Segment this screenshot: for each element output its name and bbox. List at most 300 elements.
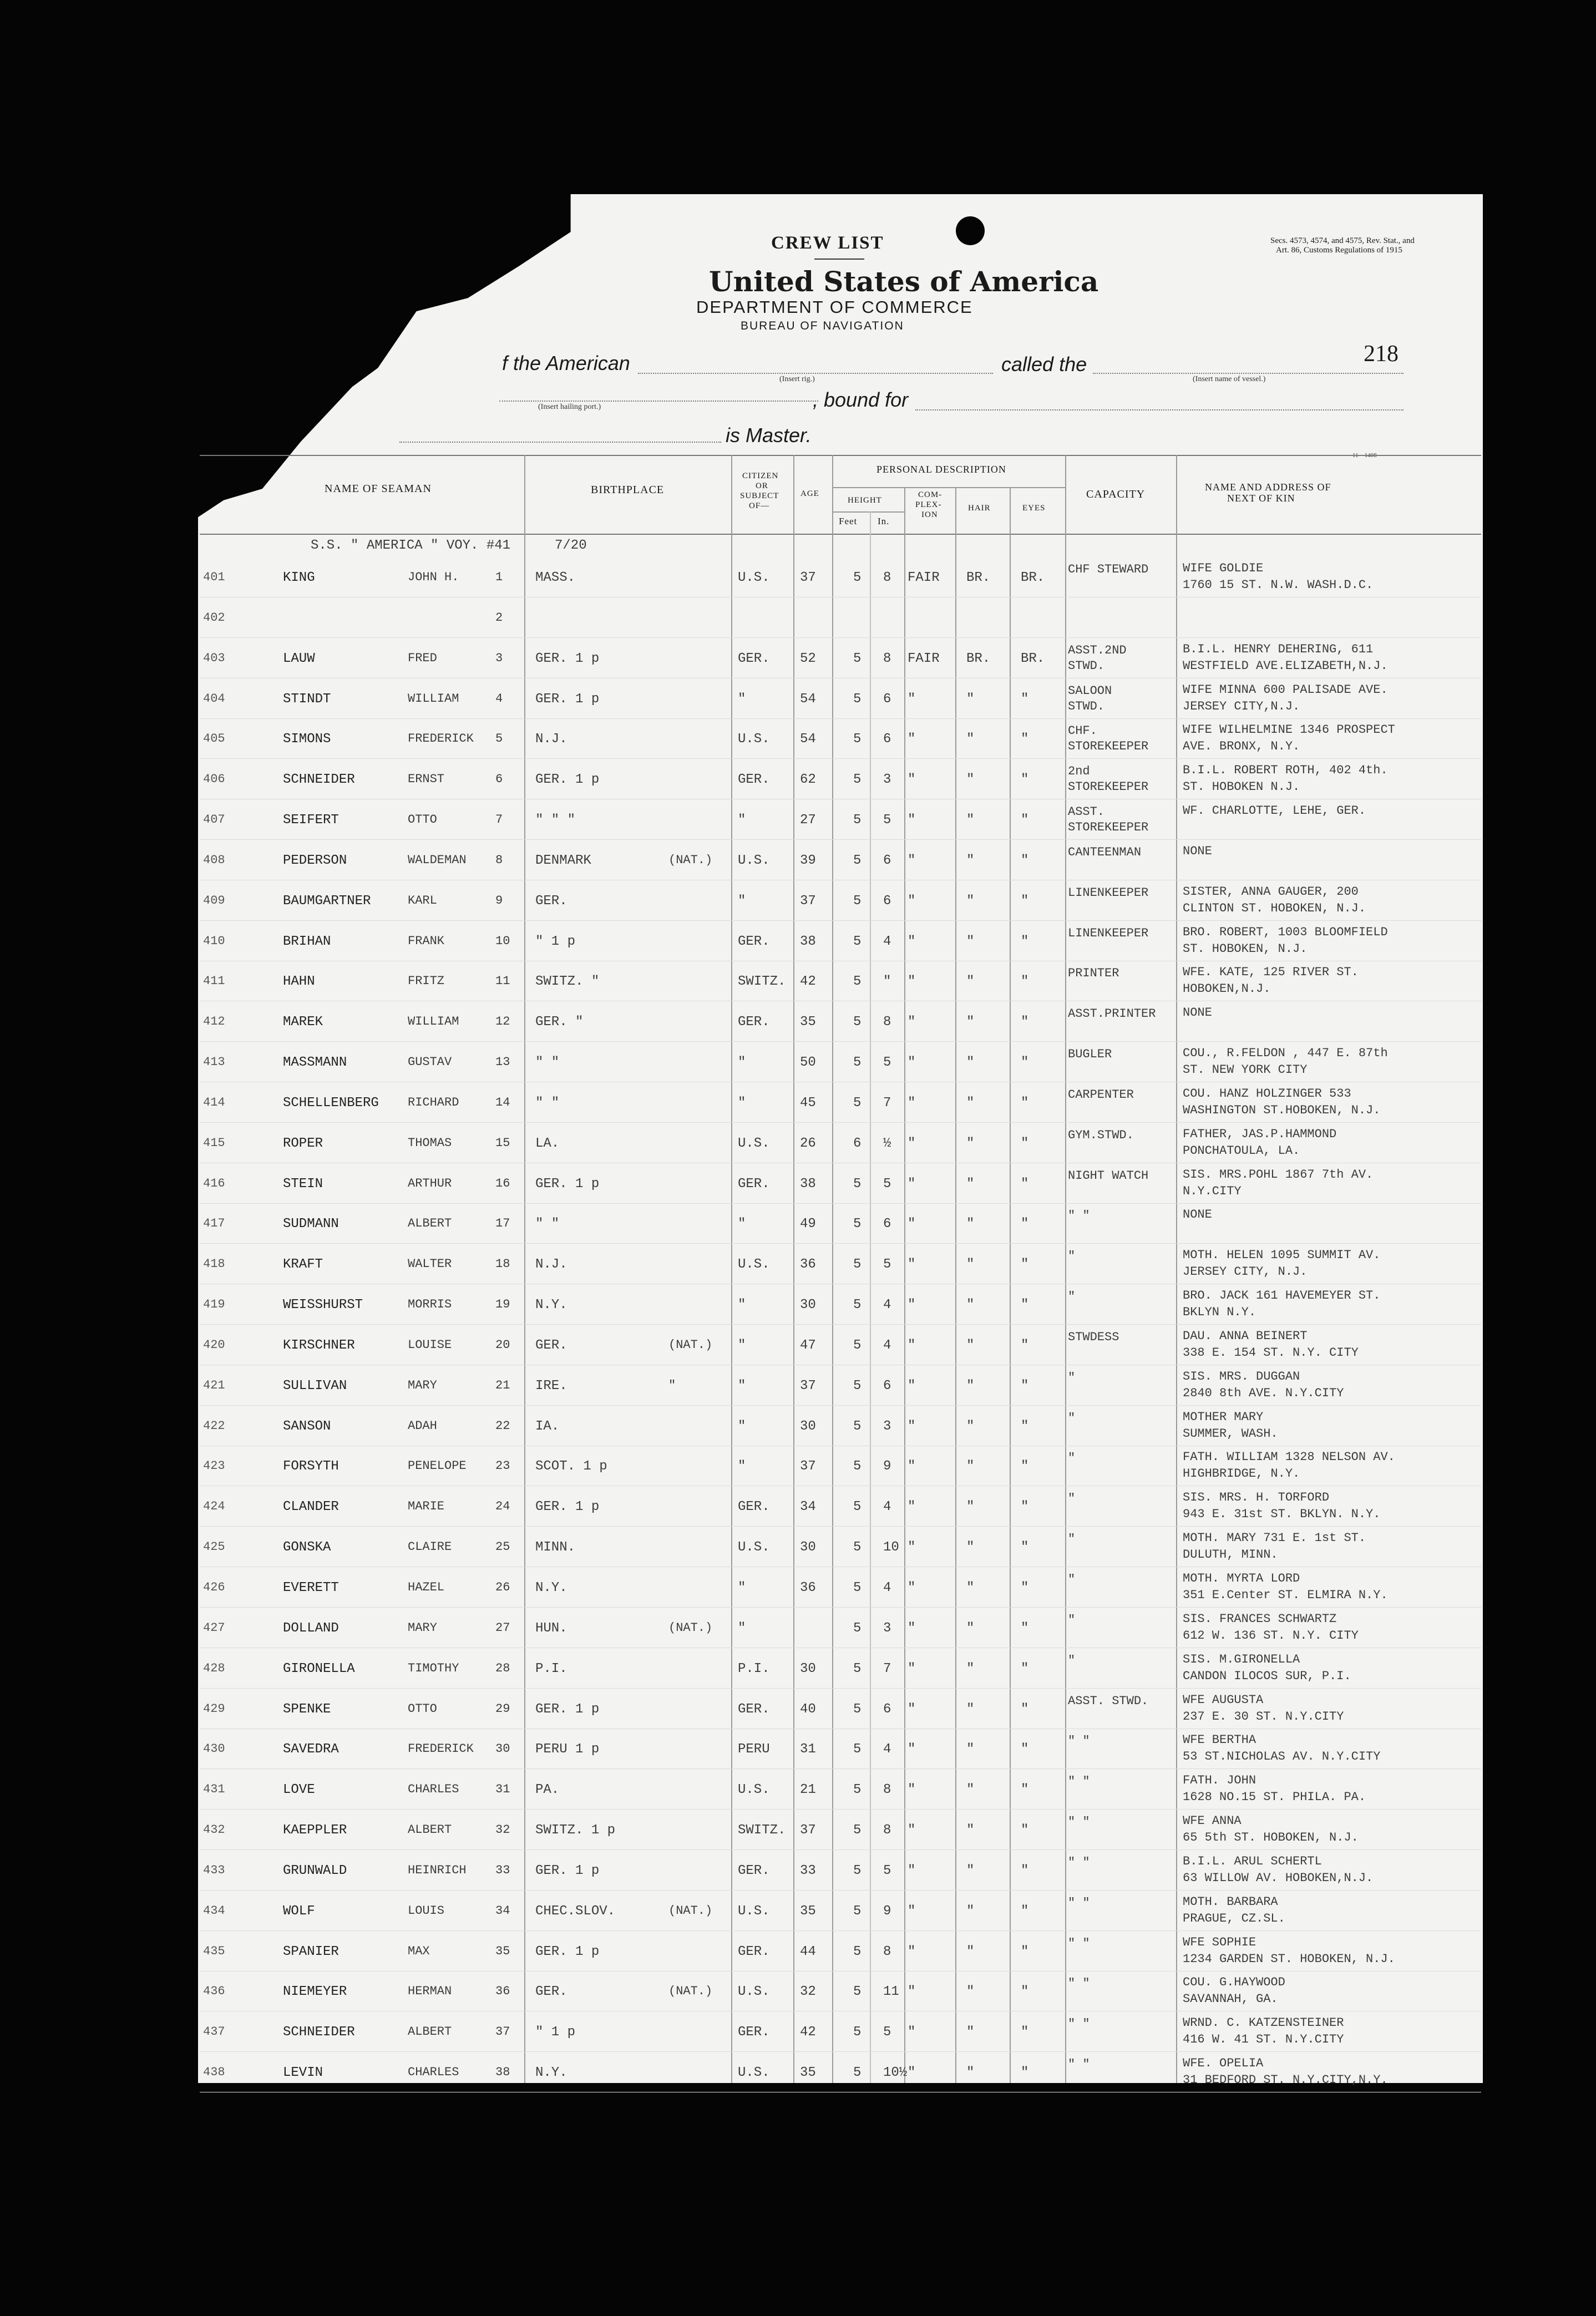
eye-color: " bbox=[1021, 1095, 1029, 1111]
eye-color: " bbox=[1021, 1499, 1029, 1515]
eye-color: " bbox=[1021, 1903, 1029, 1919]
seaman-number: 2 bbox=[495, 610, 503, 625]
height-feet: 5 bbox=[853, 1823, 862, 1838]
col-divider-complexion bbox=[955, 487, 956, 2083]
height-inches: 4 bbox=[883, 934, 891, 949]
col-header-citizen-1: CITIZEN bbox=[742, 472, 779, 480]
age: 37 bbox=[800, 1823, 816, 1838]
complexion: " bbox=[908, 1257, 916, 1273]
height-inches: 10½ bbox=[883, 2065, 908, 2081]
height-feet: 5 bbox=[853, 1095, 862, 1111]
complexion: FAIR bbox=[908, 570, 940, 585]
complexion: " bbox=[908, 813, 916, 828]
capacity: STWDESS bbox=[1068, 1330, 1119, 1344]
hair-color: " bbox=[966, 1903, 975, 1919]
col-header-citizen-3: SUBJECT bbox=[740, 491, 779, 500]
birthplace: IRE. bbox=[535, 1378, 568, 1393]
capacity-line-2: STWD. bbox=[1068, 658, 1105, 673]
col-divider-eyes bbox=[1065, 455, 1066, 2083]
hair-color: " bbox=[966, 1136, 975, 1151]
row-rule bbox=[200, 1041, 1481, 1042]
birthplace: N.J. bbox=[535, 1257, 568, 1273]
row-line-number: 405 bbox=[203, 732, 225, 746]
eye-color: " bbox=[1021, 1782, 1029, 1798]
complexion: " bbox=[908, 1701, 916, 1717]
hair-color: " bbox=[966, 1459, 975, 1474]
col-header-age: AGE bbox=[800, 489, 819, 498]
vessel-dotted-line bbox=[1093, 373, 1404, 374]
next-of-kin-name: FATH. WILLIAM 1328 NELSON AV. bbox=[1183, 1450, 1395, 1464]
eye-color: " bbox=[1021, 853, 1029, 868]
height-inches: 6 bbox=[883, 732, 891, 747]
age: 50 bbox=[800, 1055, 816, 1071]
next-of-kin-address: JERSEY CITY,N.J. bbox=[1183, 699, 1300, 713]
punch-hole bbox=[956, 216, 985, 245]
next-of-kin-name: WFE AUGUSTA bbox=[1183, 1692, 1264, 1707]
complexion: " bbox=[908, 1459, 916, 1474]
height-feet: 5 bbox=[853, 1863, 862, 1878]
seaman-number: 27 bbox=[495, 1620, 510, 1635]
bound-for-label: , bound for bbox=[813, 388, 909, 411]
complexion: " bbox=[908, 772, 916, 788]
height-inches: 6 bbox=[883, 893, 891, 909]
seaman-last-name: GONSKA bbox=[283, 1540, 331, 1555]
row-line-number: 409 bbox=[203, 893, 225, 908]
seaman-last-name: CLANDER bbox=[283, 1499, 339, 1515]
seaman-first-name: HAZEL bbox=[408, 1580, 445, 1594]
seaman-number: 30 bbox=[495, 1742, 510, 1756]
hair-color: " bbox=[966, 1418, 975, 1434]
birthplace: N.Y. bbox=[535, 2065, 568, 2081]
age: 38 bbox=[800, 934, 816, 949]
col-header-complexion-2: PLEX- bbox=[915, 500, 942, 509]
birthplace: PERU 1 p bbox=[535, 1742, 600, 1757]
citizenship: " bbox=[738, 1378, 746, 1393]
rig-dotted-line bbox=[638, 373, 993, 374]
hair-color: " bbox=[966, 934, 975, 949]
seaman-number: 36 bbox=[495, 1984, 510, 1999]
height-feet: 5 bbox=[853, 1337, 862, 1353]
capacity: ASST.2ND bbox=[1068, 643, 1127, 657]
seaman-first-name: ADAH bbox=[408, 1418, 437, 1433]
row-line-number: 435 bbox=[203, 1944, 225, 1958]
row-line-number: 426 bbox=[203, 1580, 225, 1594]
eye-color: " bbox=[1021, 1823, 1029, 1838]
seaman-first-name: MARY bbox=[408, 1378, 437, 1392]
height-feet: 6 bbox=[853, 1136, 862, 1151]
row-line-number: 415 bbox=[203, 1136, 225, 1150]
capacity: " " bbox=[1068, 2057, 1090, 2072]
capacity: " bbox=[1068, 1573, 1076, 1587]
seaman-first-name: OTTO bbox=[408, 813, 437, 827]
capacity: 2nd bbox=[1068, 764, 1090, 779]
citizenship: " bbox=[738, 813, 746, 828]
eye-color: " bbox=[1021, 1620, 1029, 1636]
row-line-number: 432 bbox=[203, 1823, 225, 1837]
seaman-number: 9 bbox=[495, 893, 503, 908]
age: 52 bbox=[800, 651, 816, 666]
age: 31 bbox=[800, 1742, 816, 1757]
hair-color: " bbox=[966, 1944, 975, 1959]
citizenship: " bbox=[738, 1459, 746, 1474]
seaman-last-name: SCHNEIDER bbox=[283, 2025, 355, 2040]
birthplace: CHEC.SLOV. bbox=[535, 1903, 616, 1919]
col-divider-age bbox=[832, 455, 833, 2083]
height-inches: 5 bbox=[883, 2025, 891, 2040]
seaman-last-name: SANSON bbox=[283, 1418, 331, 1434]
seaman-last-name: SPANIER bbox=[283, 1944, 339, 1959]
citizenship: SWITZ. bbox=[738, 974, 786, 990]
seaman-last-name: LOVE bbox=[283, 1782, 315, 1798]
row-line-number: 406 bbox=[203, 772, 225, 787]
birthplace: GER. 1 p bbox=[535, 1176, 600, 1192]
next-of-kin-address: CLINTON ST. HOBOKEN, N.J. bbox=[1183, 901, 1366, 915]
citizenship: GER. bbox=[738, 1015, 770, 1030]
called-the-label: called the bbox=[1001, 353, 1087, 376]
row-line-number: 401 bbox=[203, 570, 225, 584]
col-header-birthplace: BIRTHPLACE bbox=[591, 484, 665, 496]
height-inches: 5 bbox=[883, 1055, 891, 1071]
eye-color: BR. bbox=[1021, 570, 1045, 585]
next-of-kin-address: 2840 8th AVE. N.Y.CITY bbox=[1183, 1386, 1344, 1400]
col-divider-capacity bbox=[1176, 455, 1177, 2083]
next-of-kin-address: ST. HOBOKEN, N.J. bbox=[1183, 941, 1308, 956]
row-line-number: 416 bbox=[203, 1176, 225, 1190]
height-inches: 7 bbox=[883, 1661, 891, 1676]
seaman-last-name: SCHELLENBERG bbox=[283, 1095, 379, 1111]
form-title: CREW LIST bbox=[771, 233, 884, 253]
seaman-number: 38 bbox=[495, 2065, 510, 2080]
next-of-kin-address: CANDON ILOCOS SUR, P.I. bbox=[1183, 1669, 1351, 1683]
next-of-kin-address: BKLYN N.Y. bbox=[1183, 1305, 1256, 1320]
capacity: " bbox=[1068, 1492, 1076, 1506]
height-feet: 5 bbox=[853, 691, 862, 707]
birthplace: MINN. bbox=[535, 1540, 576, 1555]
seaman-last-name: LEVIN bbox=[283, 2065, 323, 2081]
seaman-first-name: FRED bbox=[408, 651, 437, 665]
row-line-number: 412 bbox=[203, 1015, 225, 1029]
age: 35 bbox=[800, 2065, 816, 2081]
birthplace: GER. bbox=[535, 1984, 568, 2000]
seaman-first-name: WALTER bbox=[408, 1257, 452, 1271]
eye-color: " bbox=[1021, 1459, 1029, 1474]
seaman-last-name: MASSMANN bbox=[283, 1055, 347, 1071]
next-of-kin-address: WESTFIELD AVE.ELIZABETH,N.J. bbox=[1183, 658, 1388, 673]
height-feet: 5 bbox=[853, 934, 862, 949]
seaman-number: 37 bbox=[495, 2025, 510, 2039]
col-header-feet: Feet bbox=[839, 516, 858, 526]
seaman-first-name: PENELOPE bbox=[408, 1459, 467, 1473]
next-of-kin-address: HIGHBRIDGE, N.Y. bbox=[1183, 1467, 1300, 1481]
hair-color: " bbox=[966, 1742, 975, 1757]
age: 30 bbox=[800, 1540, 816, 1555]
hair-color: " bbox=[966, 1176, 975, 1192]
row-rule bbox=[200, 1324, 1481, 1325]
next-of-kin-name: MOTH. MYRTA LORD bbox=[1183, 1572, 1300, 1585]
next-of-kin-name: BRO. ROBERT, 1003 BLOOMFIELD bbox=[1183, 925, 1388, 939]
seaman-last-name: SULLIVAN bbox=[283, 1378, 347, 1393]
col-header-complexion-1: COM- bbox=[918, 490, 943, 499]
birthplace: MASS. bbox=[535, 570, 576, 585]
seaman-first-name: FREDERICK bbox=[408, 732, 474, 746]
header-top-rule bbox=[200, 455, 1481, 456]
col-header-height: HEIGHT bbox=[848, 496, 882, 505]
next-of-kin-address: 1628 NO.15 ST. PHILA. PA. bbox=[1183, 1790, 1366, 1805]
seaman-number: 5 bbox=[495, 732, 503, 746]
age: 30 bbox=[800, 1661, 816, 1676]
eye-color: " bbox=[1021, 1298, 1029, 1313]
height-feet: 5 bbox=[853, 853, 862, 868]
row-rule bbox=[200, 920, 1481, 921]
height-inches: 6 bbox=[883, 1378, 891, 1393]
row-rule bbox=[200, 1809, 1481, 1810]
height-inches: ½ bbox=[883, 1136, 891, 1151]
eye-color: " bbox=[1021, 893, 1029, 909]
complexion: " bbox=[908, 1742, 916, 1757]
seaman-last-name: STINDT bbox=[283, 691, 331, 707]
height-feet: 5 bbox=[853, 2025, 862, 2040]
header-bottom-rule bbox=[200, 534, 1481, 535]
voyage-date: 7/20 bbox=[555, 538, 587, 553]
next-of-kin-name: WIFE WILHELMINE 1346 PROSPECT bbox=[1183, 723, 1395, 737]
next-of-kin-name: BRO. JACK 161 HAVEMEYER ST. bbox=[1183, 1289, 1381, 1303]
hair-color: " bbox=[966, 1095, 975, 1111]
next-of-kin-name: SISTER, ANNA GAUGER, 200 bbox=[1183, 884, 1359, 899]
hair-color: " bbox=[966, 1661, 975, 1676]
citizenship: U.S. bbox=[738, 1984, 770, 2000]
seaman-first-name: WILLIAM bbox=[408, 1015, 459, 1029]
height-feet: 5 bbox=[853, 1701, 862, 1717]
birthplace: N.Y. bbox=[535, 1580, 568, 1595]
complexion: " bbox=[908, 2065, 916, 2081]
complexion: " bbox=[908, 1298, 916, 1313]
seaman-number: 11 bbox=[495, 974, 510, 989]
seaman-number: 3 bbox=[495, 651, 503, 665]
seaman-first-name: HEINRICH bbox=[408, 1863, 467, 1877]
seaman-last-name: KRAFT bbox=[283, 1257, 323, 1273]
seaman-first-name: LOUISE bbox=[408, 1337, 452, 1352]
complexion: " bbox=[908, 732, 916, 747]
height-feet: 5 bbox=[853, 1984, 862, 2000]
height-feet: 5 bbox=[853, 570, 862, 585]
col-divider-citizen bbox=[793, 455, 794, 2083]
seaman-number: 17 bbox=[495, 1217, 510, 1231]
seaman-first-name: HERMAN bbox=[408, 1984, 452, 1999]
citizenship: U.S. bbox=[738, 1136, 770, 1151]
col-header-inches: In. bbox=[878, 516, 890, 526]
complexion: " bbox=[908, 1903, 916, 1919]
height-inches: " bbox=[883, 974, 891, 990]
citizenship: U.S. bbox=[738, 1903, 770, 1919]
height-inches: 4 bbox=[883, 1298, 891, 1313]
row-line-number: 403 bbox=[203, 651, 225, 665]
seaman-last-name: SEIFERT bbox=[283, 813, 339, 828]
port-dotted-line bbox=[499, 401, 818, 402]
height-feet: 5 bbox=[853, 1540, 862, 1555]
seaman-first-name: CLAIRE bbox=[408, 1540, 452, 1554]
eye-color: " bbox=[1021, 2025, 1029, 2040]
birthplace: SCOT. 1 p bbox=[535, 1459, 607, 1474]
complexion: " bbox=[908, 1418, 916, 1434]
capacity: " bbox=[1068, 1370, 1076, 1385]
capacity: " bbox=[1068, 1290, 1076, 1304]
hair-color: " bbox=[966, 691, 975, 707]
capacity: " " bbox=[1068, 1815, 1090, 1830]
seaman-number: 33 bbox=[495, 1863, 510, 1877]
next-of-kin-address: ST. HOBOKEN N.J. bbox=[1183, 780, 1300, 794]
birthplace: GER. bbox=[535, 893, 568, 909]
height-inches: 3 bbox=[883, 1418, 891, 1434]
height-inches: 6 bbox=[883, 691, 891, 707]
eye-color: " bbox=[1021, 1863, 1029, 1878]
col-header-hair: HAIR bbox=[968, 504, 991, 513]
eye-color: " bbox=[1021, 691, 1029, 707]
seaman-first-name: GUSTAV bbox=[408, 1055, 452, 1070]
complexion: " bbox=[908, 893, 916, 909]
height-inches: 4 bbox=[883, 1337, 891, 1353]
col-divider-birthplace bbox=[731, 455, 732, 2083]
seaman-last-name: MAREK bbox=[283, 1015, 323, 1030]
age: 35 bbox=[800, 1903, 816, 1919]
birthplace: GER. bbox=[535, 1337, 568, 1353]
age: 27 bbox=[800, 813, 816, 828]
height-inches: 11 bbox=[883, 1984, 899, 2000]
height-feet: 5 bbox=[853, 772, 862, 788]
seaman-last-name: SAVEDRA bbox=[283, 1742, 339, 1757]
eye-color: " bbox=[1021, 1217, 1029, 1232]
next-of-kin-name: MOTH. HELEN 1095 SUMMIT AV. bbox=[1183, 1248, 1381, 1263]
destination-dotted-line bbox=[915, 409, 1404, 411]
seaman-number: 1 bbox=[495, 570, 503, 584]
capacity-line-2: STOREKEEPER bbox=[1068, 780, 1149, 794]
height-inches: 8 bbox=[883, 570, 891, 585]
next-of-kin-name: SIS. MRS. H. TORFORD bbox=[1183, 1491, 1330, 1505]
height-inches: 8 bbox=[883, 1944, 891, 1959]
seaman-number: 24 bbox=[495, 1499, 510, 1514]
birthplace: GER. 1 p bbox=[535, 1944, 600, 1959]
complexion: " bbox=[908, 1540, 916, 1555]
height-feet: 5 bbox=[853, 2065, 862, 2081]
seaman-first-name: MAX bbox=[408, 1944, 430, 1958]
seaman-first-name: ARTHUR bbox=[408, 1176, 452, 1190]
hair-color: " bbox=[966, 1540, 975, 1555]
eye-color: " bbox=[1021, 1540, 1029, 1555]
complexion: " bbox=[908, 1136, 916, 1151]
seaman-last-name: GIRONELLA bbox=[283, 1661, 355, 1676]
next-of-kin-address: 612 W. 136 ST. N.Y. CITY bbox=[1183, 1628, 1359, 1643]
citizenship: " bbox=[738, 1217, 746, 1232]
citizenship: U.S. bbox=[738, 1540, 770, 1555]
age: 44 bbox=[800, 1944, 816, 1959]
height-inches: 4 bbox=[883, 1742, 891, 1757]
age: 36 bbox=[800, 1257, 816, 1273]
personal-desc-rule bbox=[832, 487, 1065, 488]
citizenship: GER. bbox=[738, 934, 770, 949]
seaman-first-name: OTTO bbox=[408, 1701, 437, 1716]
seaman-number: 15 bbox=[495, 1136, 510, 1150]
capacity: CANTEENMAN bbox=[1068, 845, 1142, 859]
row-line-number: 414 bbox=[203, 1095, 225, 1109]
insert-vessel-hint: (Insert name of vessel.) bbox=[1193, 375, 1266, 383]
capacity: LINENKEEPER bbox=[1068, 926, 1149, 940]
capacity: PRINTER bbox=[1068, 966, 1119, 981]
citizenship: " bbox=[738, 1418, 746, 1434]
complexion: " bbox=[908, 1176, 916, 1192]
next-of-kin-name: COU. HANZ HOLZINGER 533 bbox=[1183, 1086, 1351, 1101]
citizenship: GER. bbox=[738, 1499, 770, 1515]
age: 54 bbox=[800, 732, 816, 747]
hair-color: " bbox=[966, 1499, 975, 1515]
row-rule bbox=[200, 1930, 1481, 1931]
capacity: " bbox=[1068, 1532, 1076, 1547]
age: 37 bbox=[800, 893, 816, 909]
seaman-first-name: KARL bbox=[408, 893, 437, 908]
capacity: " " bbox=[1068, 1775, 1090, 1789]
row-rule bbox=[200, 758, 1481, 759]
next-of-kin-name: WF. CHARLOTTE, LEHE, GER. bbox=[1183, 804, 1366, 818]
next-of-kin-address: 1234 GARDEN ST. HOBOKEN, N.J. bbox=[1183, 1952, 1395, 1966]
next-of-kin-name: WIFE GOLDIE bbox=[1183, 561, 1264, 575]
next-of-kin-address: 1760 15 ST. N.W. WASH.D.C. bbox=[1183, 578, 1374, 592]
hair-color: " bbox=[966, 893, 975, 909]
height-feet: 5 bbox=[853, 1620, 862, 1636]
birthplace: N.Y. bbox=[535, 1298, 568, 1313]
next-of-kin-address: PRAGUE, CZ.SL. bbox=[1183, 1911, 1285, 1925]
seaman-number: 29 bbox=[495, 1701, 510, 1716]
next-of-kin-name: B.I.L. HENRY DEHERING, 611 bbox=[1183, 642, 1374, 656]
complexion: " bbox=[908, 1499, 916, 1515]
complexion: " bbox=[908, 1620, 916, 1636]
seaman-last-name: WEISSHURST bbox=[283, 1298, 363, 1313]
age: 54 bbox=[800, 691, 816, 707]
height-feet: 5 bbox=[853, 1742, 862, 1757]
row-rule bbox=[200, 1688, 1481, 1689]
country-heading: United States of America bbox=[709, 265, 1099, 298]
hair-color: " bbox=[966, 1701, 975, 1717]
eye-color: " bbox=[1021, 1257, 1029, 1273]
row-rule bbox=[200, 1971, 1481, 1972]
hair-color: " bbox=[966, 1580, 975, 1595]
eye-color: " bbox=[1021, 813, 1029, 828]
row-line-number: 436 bbox=[203, 1984, 225, 1999]
age: 45 bbox=[800, 1095, 816, 1111]
complexion: " bbox=[908, 1782, 916, 1798]
seaman-number: 22 bbox=[495, 1418, 510, 1433]
next-of-kin-name: COU., R.FELDON , 447 E. 87th bbox=[1183, 1046, 1388, 1061]
next-of-kin-name: FATH. JOHN bbox=[1183, 1773, 1256, 1788]
row-line-number: 429 bbox=[203, 1701, 225, 1716]
complexion: " bbox=[908, 1863, 916, 1878]
height-feet: 5 bbox=[853, 1499, 862, 1515]
capacity-line-2: STWD. bbox=[1068, 699, 1105, 713]
next-of-kin-name: B.I.L. ROBERT ROTH, 402 4th. bbox=[1183, 763, 1388, 778]
height-feet: 5 bbox=[853, 1257, 862, 1273]
age: 37 bbox=[800, 1459, 816, 1474]
naturalized-note: (NAT.) bbox=[668, 853, 713, 867]
capacity: ASST. STWD. bbox=[1068, 1694, 1149, 1708]
citizenship: U.S. bbox=[738, 570, 770, 585]
row-line-number: 421 bbox=[203, 1378, 225, 1392]
capacity: CARPENTER bbox=[1068, 1087, 1134, 1102]
next-of-kin-name: NONE bbox=[1183, 844, 1212, 858]
col-header-kin-1: NAME AND ADDRESS OF bbox=[1205, 482, 1331, 493]
col-header-kin-2: NEXT OF KIN bbox=[1227, 493, 1295, 504]
birthplace: " " bbox=[535, 1055, 560, 1071]
seaman-last-name: SCHNEIDER bbox=[283, 772, 355, 788]
next-of-kin-address: 65 5th ST. HOBOKEN, N.J. bbox=[1183, 1831, 1359, 1845]
height-inches: 8 bbox=[883, 1015, 891, 1030]
row-line-number: 428 bbox=[203, 1661, 225, 1675]
